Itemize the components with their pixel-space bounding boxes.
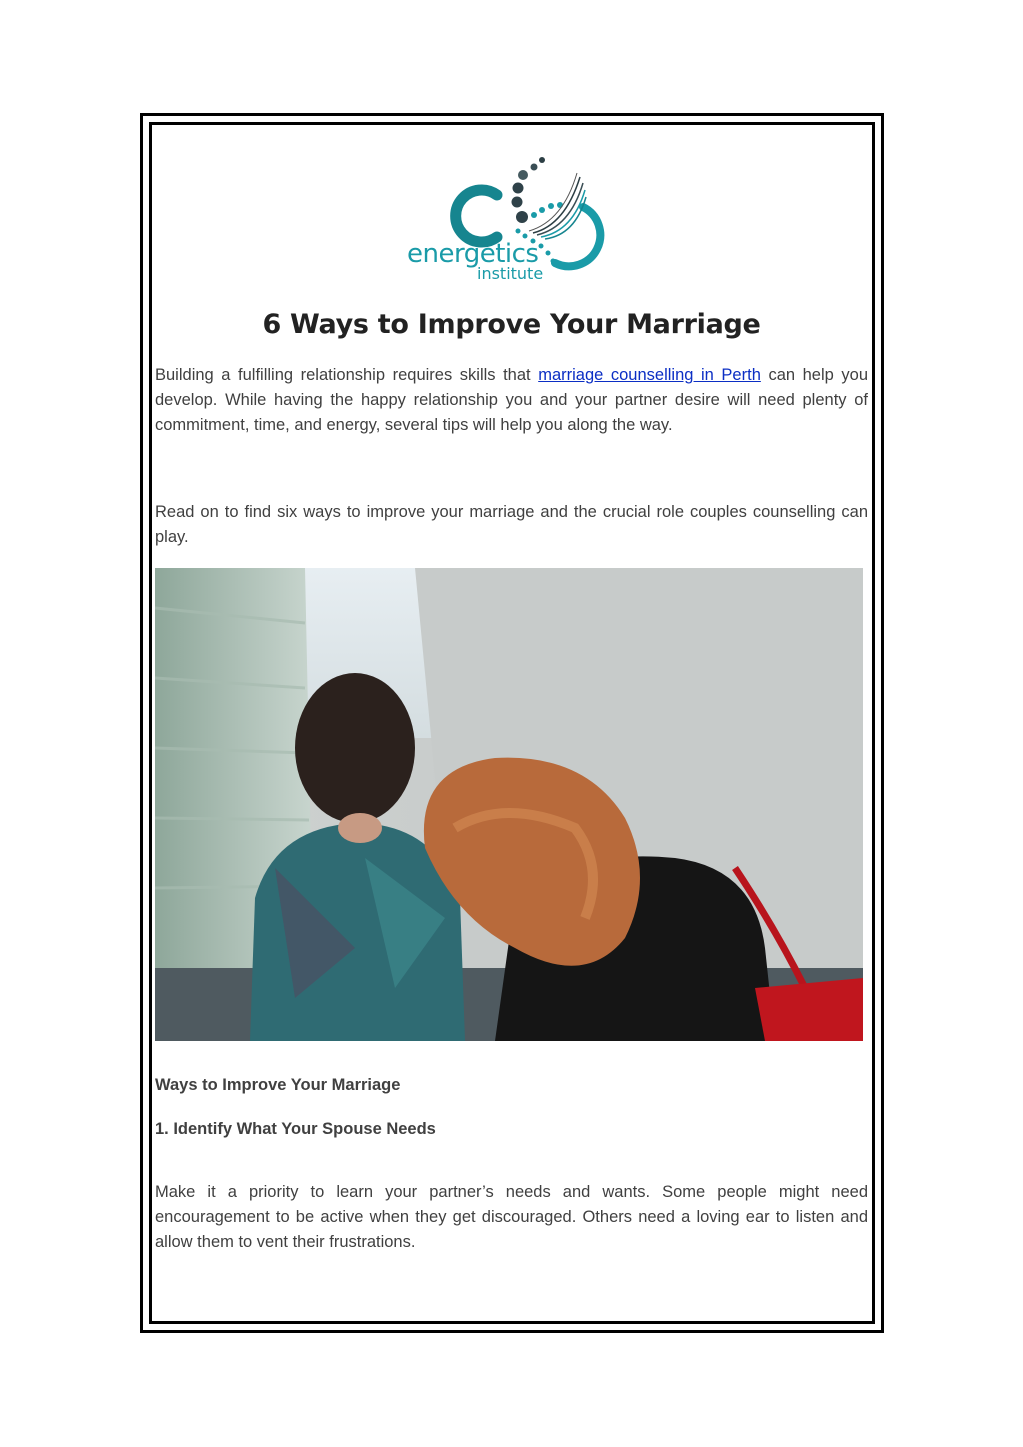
step-1-body: Make it a priority to learn your partner’s needs and wants. Some people might need encouragement to be active when they get discouraged. Others need a loving ear to listen and allow them to vent their frustrations. bbox=[155, 1183, 868, 1251]
marriage-counselling-link[interactable]: marriage counselling in Perth bbox=[538, 366, 761, 384]
logo-text-institute: institute bbox=[477, 264, 544, 283]
page-title: 6 Ways to Improve Your Marriage bbox=[262, 309, 761, 340]
logo-text-energetics: energetics bbox=[407, 239, 539, 269]
read-on-paragraph: Read on to find six ways to improve your marriage and the crucial role couples counselling can play. bbox=[155, 503, 868, 546]
energetics-logo bbox=[405, 155, 620, 285]
intro-paragraph bbox=[155, 363, 868, 438]
step-1-heading: 1. Identify What Your Spouse Needs bbox=[155, 1120, 436, 1138]
couple-photo bbox=[155, 568, 863, 1041]
section-heading: Ways to Improve Your Marriage bbox=[155, 1076, 401, 1094]
intro-text-before: Building a fulfilling relationship requires skills that bbox=[155, 366, 539, 384]
intro-text-after: can help you develop. While having the happy relationship you and your partner desire will need plenty of commitment, time, and energy, several tips will help you along the way. bbox=[155, 366, 868, 434]
